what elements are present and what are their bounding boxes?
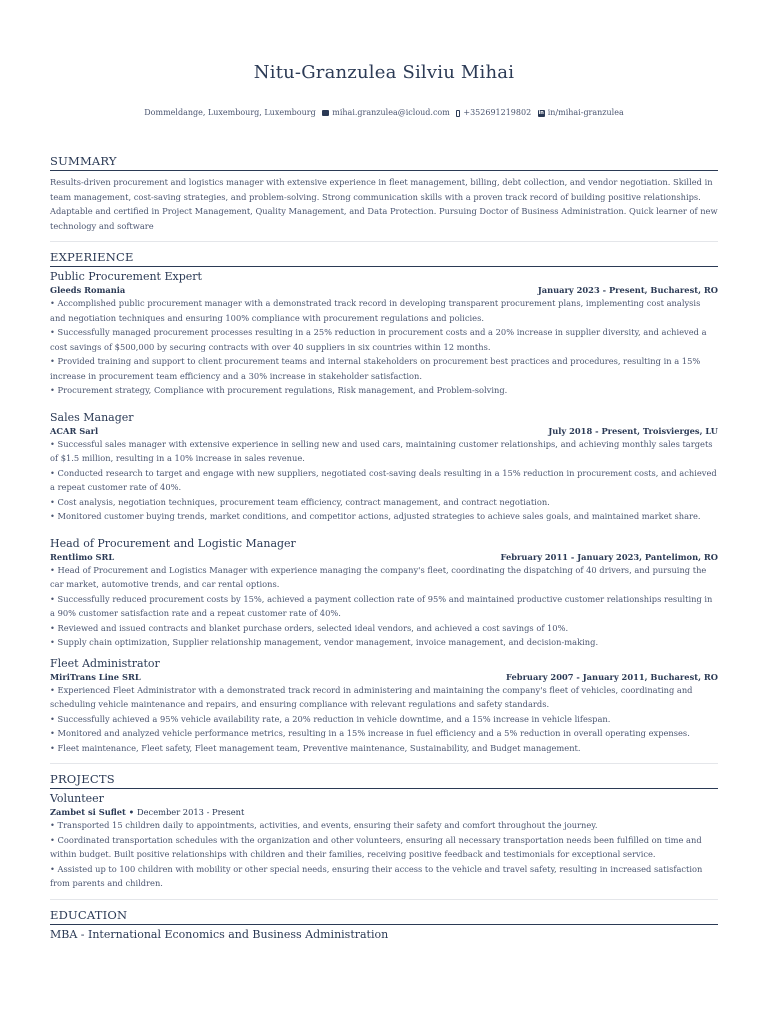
job-entry [50, 657, 718, 756]
project-entry [50, 792, 718, 891]
job-company: ACAR Sarl [50, 425, 99, 436]
job-dates: July 2018 - Present, Troisvierges, LU [548, 425, 718, 436]
section-divider [50, 899, 718, 900]
project-meta [50, 806, 718, 818]
job-title: Head of Procurement and Logistic Manager [50, 536, 296, 550]
job-bullet: • Conducted research to target and engage with new suppliers, negotiated cost-saving deals resulting in a 15% reduction in procurement costs, and achieved a repeat customer rate of 40%. [50, 467, 717, 492]
job-bullet: • Accomplished public procurement manager with a demonstrated track record in developing transparent procurement plans, implementing cost analysis and negotiation techniques and ensuring 100% compliance with procurement regulations and policies. [50, 298, 701, 323]
job-entry [50, 411, 718, 524]
job-meta [50, 425, 718, 437]
section-divider [50, 241, 718, 242]
candidate-name: Nitu-Granzulea Silviu Mihai [253, 62, 515, 83]
linkedin-link[interactable]: in/mihai-granzulea [547, 108, 624, 117]
project-dates: December 2013 - Present [137, 807, 245, 817]
project-org: Zambet si Suflet [50, 807, 126, 817]
project-bullet: • Coordinated transportation schedules with the organization and other volunteers, ensuring all necessary transportation needs been fulfilled on time and within budget. Built positive relationships with children and their families, receiving positive feedback and testimonials for exceptional service. [50, 834, 702, 859]
job-bullet: • Successfully achieved a 95% vehicle availability rate, a 20% reduction in vehicle downtime, and a 15% increase in vehicle lifespan. [50, 713, 611, 724]
job-bullet: • Successfully managed procurement processes resulting in a 25% reduction in procurement costs and a 20% increase in supplier diversity, and achieved a cost savings of $500,000 by securing contracts with over 40 suppliers in six countries within 12 months. [50, 327, 707, 352]
job-bullet: • Cost analysis, negotiation techniques, procurement team efficiency, contract management, and contract negotiation. [50, 496, 550, 507]
linkedin-icon: in [538, 109, 544, 116]
summary-text: Results-driven procurement and logistics manager with extensive experience in fleet management, billing, debt collection, and vendor negotiation. Skilled in team management, cost-saving strategies, and problem-solving. Strong communication skills with a proven track record of building positive relationships. Adaptable and certified in Project Management, Quality Management, and Data Protection. Pursuing Doctor of Business Administration. Quick learner of new technology and software [50, 177, 718, 231]
phone-icon [456, 110, 460, 117]
job-bullet: • Head of Procurement and Logistics Manager with experience managing the company's fleet, coordinating the dispatching of 40 drivers, and pursuing the car market, automotive trends, and car rental options. [50, 564, 707, 589]
job-dates: February 2007 - January 2011, Bucharest, RO [506, 671, 718, 682]
education-degree: MBA - International Economics and Business Administration [50, 927, 389, 941]
job-entry [50, 537, 718, 650]
job-company: Gleeds Romania [50, 285, 126, 295]
job-entry [50, 270, 718, 398]
job-bullet: • Reviewed and issued contracts and blanket purchase orders, selected ideal vendors, and achieved a cost savings of 10%. [50, 622, 569, 633]
job-title: Sales Manager [50, 410, 134, 424]
job-bullet: • Monitored and analyzed vehicle performance metrics, resulting in a 15% increase in fuel efficiency and a 5% reduction in overall operating expenses. [50, 728, 690, 738]
email-link[interactable]: mihai.granzulea@icloud.com [332, 108, 450, 117]
resume-content [50, 154, 718, 942]
education-heading: EDUCATION [50, 908, 718, 925]
job-title: Fleet Administrator [50, 656, 160, 670]
section-divider [50, 763, 718, 764]
job-dates: January 2023 - Present, Bucharest, RO [537, 285, 718, 295]
job-company: Rentlimo SRL [50, 551, 115, 562]
experience-heading: EXPERIENCE [50, 250, 718, 267]
job-bullet: • Successfully reduced procurement costs by 15%, achieved a payment collection rate of 95% and maintained productive customer relationships resulting in a 90% customer satisfaction rate and a repeat customer rate of 40%. [50, 593, 713, 618]
phone-number[interactable]: +352691219802 [463, 108, 532, 117]
job-company: MiriTrans Line SRL [50, 671, 141, 682]
project-bullet: • Transported 15 children daily to appointments, activities, and events, ensuring their safety and comfort throughout the journey. [50, 820, 598, 830]
project-bullet: • Assisted up to 100 children with mobility or other special needs, ensuring their access to the vehicle and travel safety, resulting in increased satisfaction from parents and children. [50, 863, 703, 888]
job-bullet: • Experienced Fleet Administrator with a demonstrated track record in administering and maintaining the company's fleet of vehicles, coordinating and scheduling vehicle maintenance and repairs, and ensuring compliance with relevant regulations and safety standards. [50, 684, 693, 709]
job-bullet: • Supply chain optimization, Supplier relationship management, vendor management, invoice management, and decision-making. [50, 637, 599, 647]
job-meta [50, 551, 718, 563]
job-dates: February 2011 - January 2023, Pantelimon, RO [500, 551, 718, 562]
location: Dommeldange, Luxembourg, Luxembourg [144, 108, 316, 117]
job-bullet: • Provided training and support to client procurement teams and internal stakeholders on procurement best practices and procedures, resulting in a 15% increase in procurement team efficiency and a 30% increase in stakeholder satisfaction. [50, 356, 701, 381]
project-title: Volunteer [50, 792, 104, 805]
project-separator: • [125, 807, 137, 817]
job-meta [50, 284, 718, 296]
email-icon [322, 110, 329, 116]
summary-heading: SUMMARY [50, 154, 718, 171]
job-bullet: • Successful sales manager with extensive experience in selling new and used cars, maintaining customer relationships, and achieving monthly sales targets of $1.5 million, resulting in a 10% increase in sales revenue. [50, 438, 713, 463]
job-title: Public Procurement Expert [50, 270, 202, 283]
projects-heading: PROJECTS [50, 772, 718, 789]
job-bullet: • Procurement strategy, Compliance with procurement regulations, Risk management, and Problem-solving. [50, 385, 508, 395]
job-meta [50, 671, 718, 683]
job-bullet: • Fleet maintenance, Fleet safety, Fleet management team, Preventive maintenance, Sustainability, and Budget management. [50, 742, 581, 753]
job-bullet: • Monitored customer buying trends, market conditions, and competitor actions, adjusted strategies to achieve sales goals, and maintained market share. [50, 511, 701, 521]
contact-line [0, 108, 768, 117]
